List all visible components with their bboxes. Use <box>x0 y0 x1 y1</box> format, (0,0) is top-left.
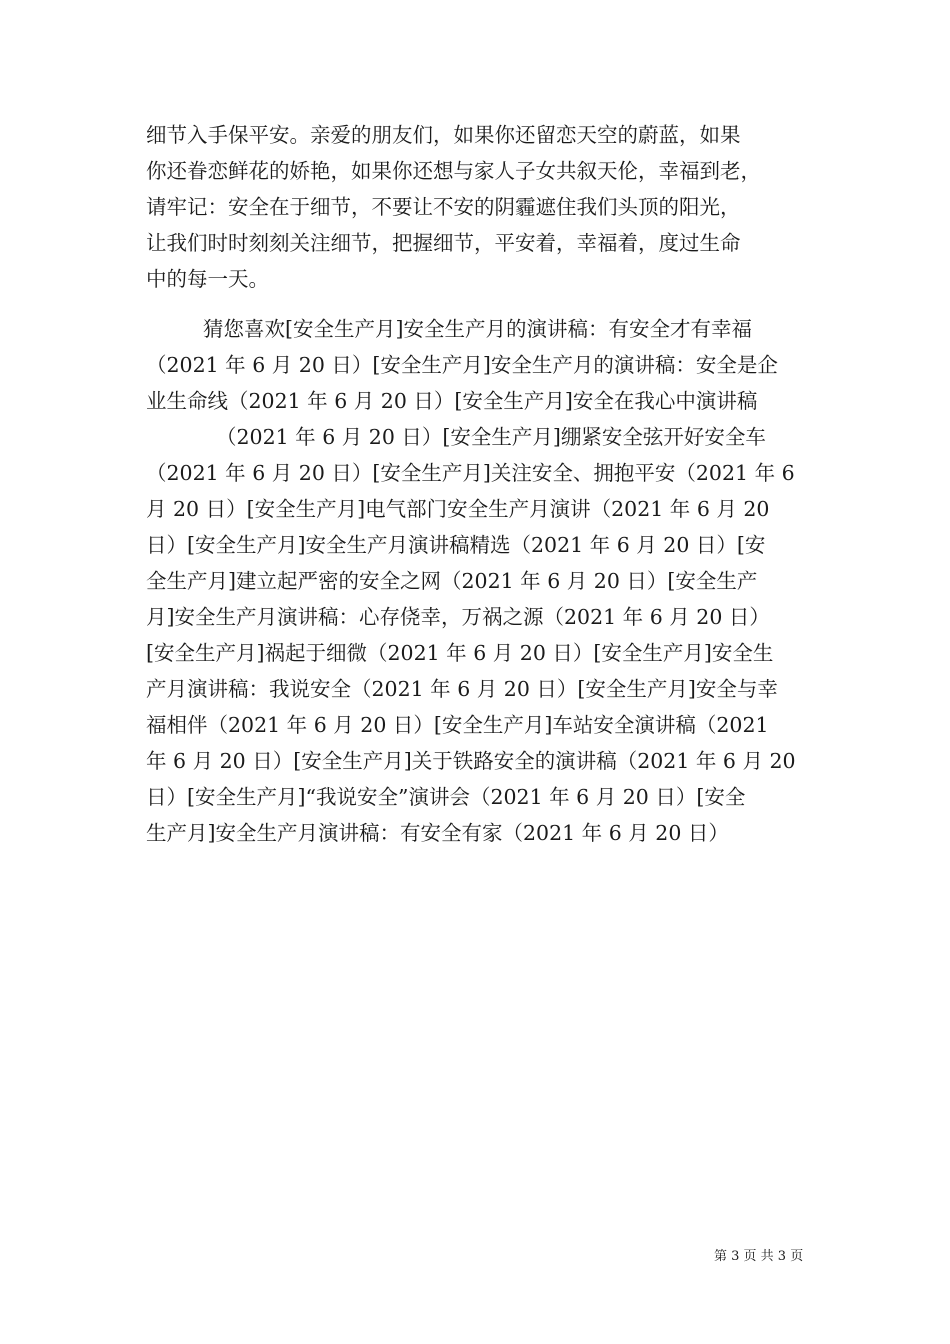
text-line: 让我们时时刻刻关注细节，把握细节，平安着，幸福着，度过生命 <box>146 231 741 255</box>
text-line: 请牢记：安全在于细节，不要让不安的阴霾遮住我们头顶的阳光， <box>146 195 741 219</box>
text-line: 月 20 日）[安全生产月]电气部门安全生产月演讲（2021 年 6 月 20 <box>146 497 770 521</box>
text-line: 全生产月]建立起严密的安全之网（2021 年 6 月 20 日）[安全生产 <box>146 569 758 593</box>
text-line: 猜您喜欢[安全生产月]安全生产月的演讲稿：有安全才有幸福 <box>203 317 752 341</box>
text-line: [安全生产月]祸起于细微（2021 年 6 月 20 日）[安全生产月]安全生 <box>146 641 774 665</box>
text-line: 日）[安全生产月]“我说安全”演讲会（2021 年 6 月 20 日）[安全 <box>146 785 746 809</box>
text-line: 你还眷恋鲜花的娇艳，如果你还想与家人子女共叙天伦，幸福到老， <box>146 159 761 183</box>
text-line: （2021 年 6 月 20 日）[安全生产月]安全生产月的演讲稿：安全是企 <box>146 353 778 377</box>
text-line: 日）[安全生产月]安全生产月演讲稿精选（2021 年 6 月 20 日）[安 <box>146 533 766 557</box>
text-line: 产月演讲稿：我说安全（2021 年 6 月 20 日）[安全生产月]安全与幸 <box>146 677 778 701</box>
text-line: 中的每一天。 <box>146 267 269 291</box>
text-line: （2021 年 6 月 20 日）[安全生产月]绷紧安全弦开好安全车 <box>216 425 766 449</box>
text-line: 月]安全生产月演讲稿：心存侥幸，万祸之源（2021 年 6 月 20 日） <box>146 605 770 629</box>
text-line: 业生命线（2021 年 6 月 20 日）[安全生产月]安全在我心中演讲稿 <box>146 389 758 413</box>
text-line: 生产月]安全生产月演讲稿：有安全有家（2021 年 6 月 20 日） <box>146 821 729 845</box>
page-number: 第 3 页 共 3 页 <box>714 1249 804 1264</box>
text-line: 细节入手保平安。亲爱的朋友们，如果你还留恋天空的蔚蓝，如果 <box>146 123 741 147</box>
text-line: （2021 年 6 月 20 日）[安全生产月]关注安全、拥抱平安（2021 年 6 <box>146 461 795 485</box>
text-line: 年 6 月 20 日）[安全生产月]关于铁路安全的演讲稿（2021 年 6 月 20 <box>146 749 796 773</box>
text-line: 福相伴（2021 年 6 月 20 日）[安全生产月]车站安全演讲稿（2021 <box>146 713 769 737</box>
